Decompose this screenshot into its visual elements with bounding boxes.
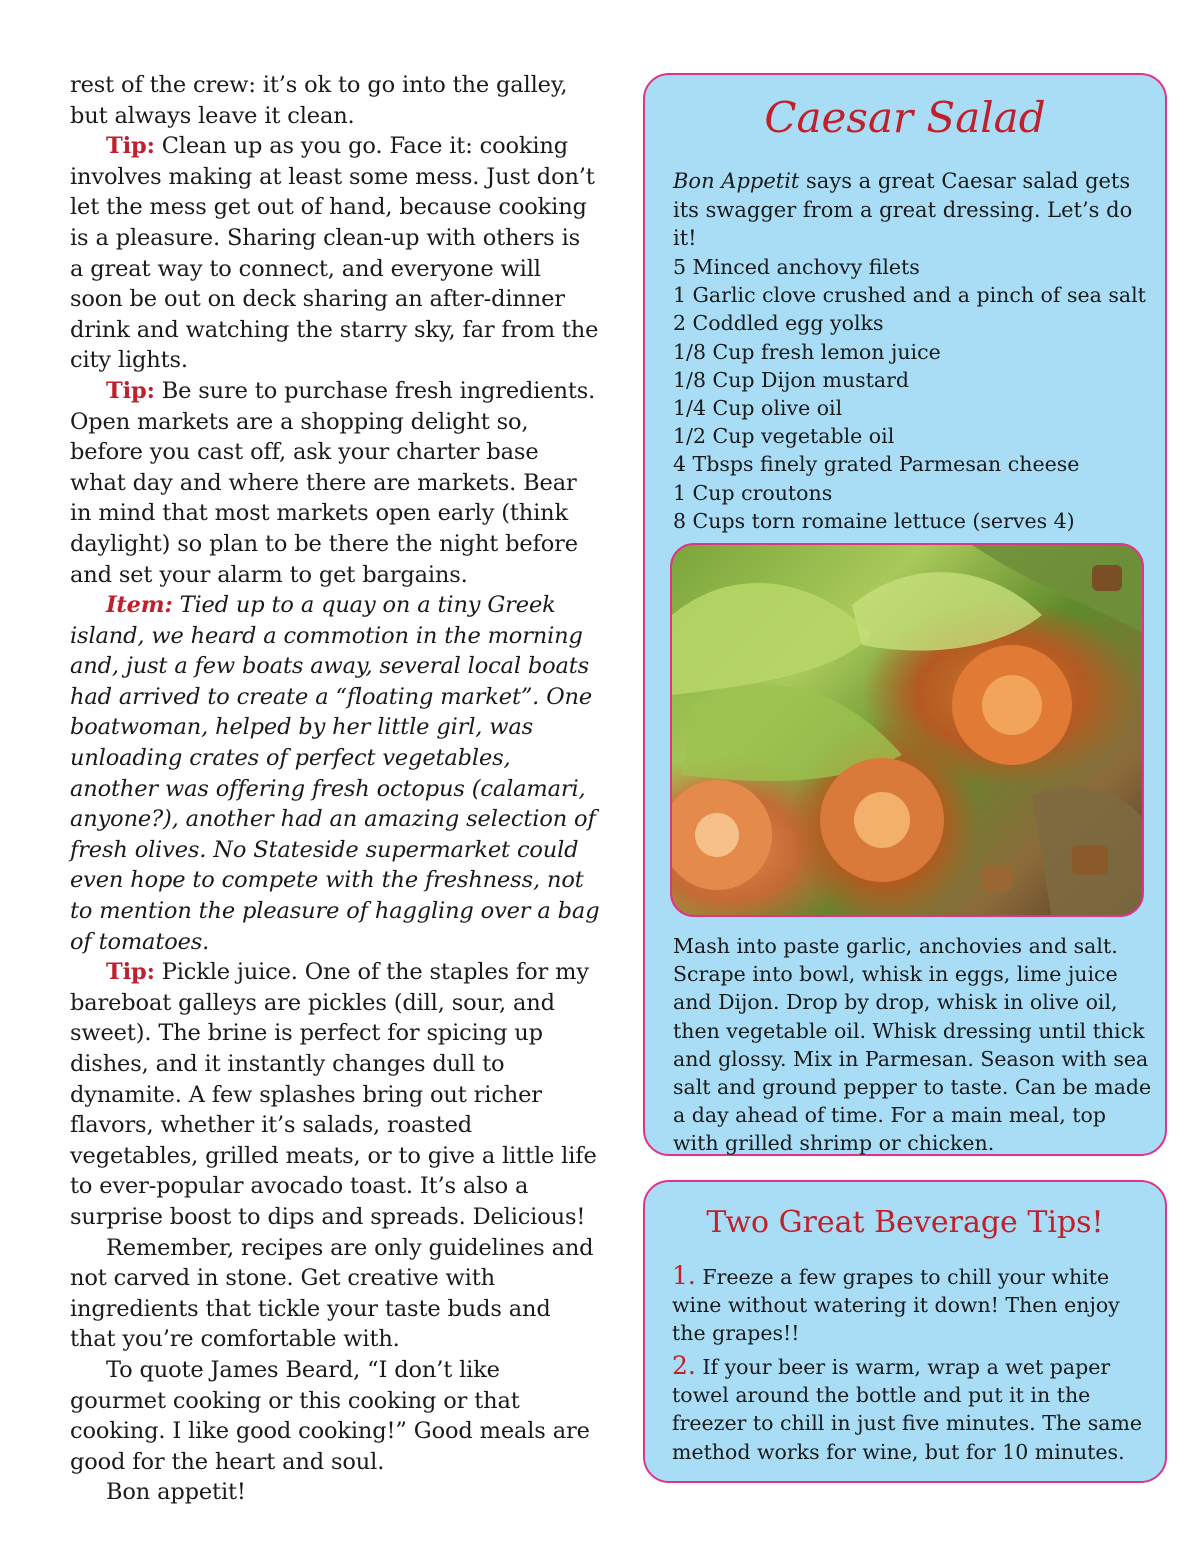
tip-number: 1. bbox=[672, 1261, 696, 1290]
tip-text: Pickle juice. One of the staples for my bareboat galleys are pickles (dill, sour, and sweet). The brine is perfect for spicing up dishes, and it instantly changes dull to dynamite. A few splashes bring out richer flavors, whether it’s salads, roasted vegetables, grilled meats, or to give a little life to ever-popular avocado toast. It’s also a surprise boost to dips and spreads. Delicious! bbox=[70, 959, 597, 1230]
ingredient-item: 1 Cup croutons bbox=[673, 480, 833, 505]
paragraph-remember: Remember, recipes are only guidelines and not carved in stone. Get creative with ingredients that tickle your taste buds and that you’re comfortable with. bbox=[70, 1234, 594, 1353]
recipe-method: Mash into paste garlic, anchovies and salt. Scrape into bowl, whisk in eggs, lime juice and Dijon. Drop by drop, whisk in olive oil, then vegetable oil. Whisk dressing until thick and glossy. Mix in Parmesan. Season with sea salt and ground pepper to taste. Can be made a day ahead of time. For a main meal, top with grilled shrimp or chicken. bbox=[673, 934, 1152, 1156]
ingredient-item: 1/4 Cup olive oil bbox=[673, 396, 843, 421]
ingredient-item: 1/8 Cup Dijon mustard bbox=[673, 367, 909, 392]
recipe-intro bbox=[673, 167, 1143, 253]
tip-text: Freeze a few grapes to chill your white wine without watering it down! Then enjoy the grapes!! bbox=[672, 1265, 1120, 1346]
tip-cleanup bbox=[70, 131, 600, 376]
magazine-name: Bon Appetit bbox=[673, 169, 800, 193]
ingredient-item: 1/8 Cup fresh lemon juice bbox=[673, 339, 941, 364]
recipe-card bbox=[643, 73, 1167, 1156]
salad-illustration bbox=[672, 545, 1144, 917]
beverage-tips-card bbox=[643, 1180, 1167, 1483]
tip-text: Clean up as you go. Face it: cooking involves making at least some mess. Just don’t let the mess get out of hand, because cooking is a pleasure. Sharing clean-up with others is a great way to connect, and everyone will soon be out on deck sharing an after-dinner drink and watching the starry sky, far from the city lights. bbox=[70, 133, 599, 374]
paragraph-intro: rest of the crew: it’s ok to go into the galley, but always leave it clean. bbox=[70, 72, 568, 129]
recipe-title: Caesar Salad bbox=[764, 93, 1046, 142]
ingredient-item: 2 Coddled egg yolks bbox=[673, 311, 884, 336]
item-text: Tied up to a quay on a tiny Greek island, we heard a commotion in the morning and, just a few boats away, several local boats had arrived to create a “floating market”. One boatwoman, helped by her little girl, was unloading crates of perfect vegetables, another was offering fresh octopus (calamari, anyone?), another had an amazing selection of fresh olives. No Stateside supermarket could even hope to compete with the freshness, not to mention the pleasure of haggling over a bag of tomatoes. bbox=[70, 592, 600, 955]
item-floating-market bbox=[70, 590, 600, 957]
tip-text: Be sure to purchase fresh ingredients. Open markets are a shopping delight so, before you cast off, ask your charter base what day and where there are markets. Bear in mind that most markets open early (think daylight) so plan to be there the night before and set your alarm to get bargains. bbox=[70, 377, 596, 588]
tip-label: Tip: bbox=[106, 959, 155, 986]
beverage-tip-grapes bbox=[672, 1262, 1147, 1348]
tip-label: Tip: bbox=[106, 133, 155, 160]
tip-fresh-ingredients bbox=[70, 376, 600, 590]
tip-label: Tip: bbox=[106, 377, 155, 404]
ingredient-item: 1/2 Cup vegetable oil bbox=[673, 424, 895, 449]
tip-pickle-juice bbox=[70, 957, 600, 1232]
ingredient-item: 8 Cups torn romaine lettuce (serves 4) bbox=[673, 508, 1075, 533]
ingredient-list bbox=[673, 253, 1153, 535]
beverage-title: Two Great Beverage Tips! bbox=[706, 1205, 1104, 1240]
tip-text: If your beer is warm, wrap a wet paper towel around the bottle and put it in the freezer to chill in just five minutes. The same method works for wine, but for 10 minutes. bbox=[672, 1355, 1143, 1464]
ingredient-item: 1 Garlic clove crushed and a pinch of sea salt bbox=[673, 283, 1146, 308]
item-label: Item: bbox=[106, 592, 173, 619]
ingredient-item: 5 Minced anchovy filets bbox=[673, 255, 920, 279]
paragraph-quote: To quote James Beard, “I don’t like gourmet cooking or this cooking or that cooking. I like good cooking!” Good meals are good for the heart and soul. bbox=[70, 1356, 590, 1475]
ingredient-item: 4 Tbsps finely grated Parmesan cheese bbox=[673, 452, 1080, 477]
paragraph-closing: Bon appetit! bbox=[106, 1479, 246, 1506]
beverage-tip-beer bbox=[672, 1352, 1147, 1466]
article-body bbox=[70, 70, 600, 1508]
tip-number: 2. bbox=[672, 1351, 696, 1380]
intro-text: says a great Caesar salad gets its swagger from a great dressing. Let’s do it! bbox=[673, 169, 1133, 250]
caesar-salad-photo bbox=[670, 543, 1144, 917]
